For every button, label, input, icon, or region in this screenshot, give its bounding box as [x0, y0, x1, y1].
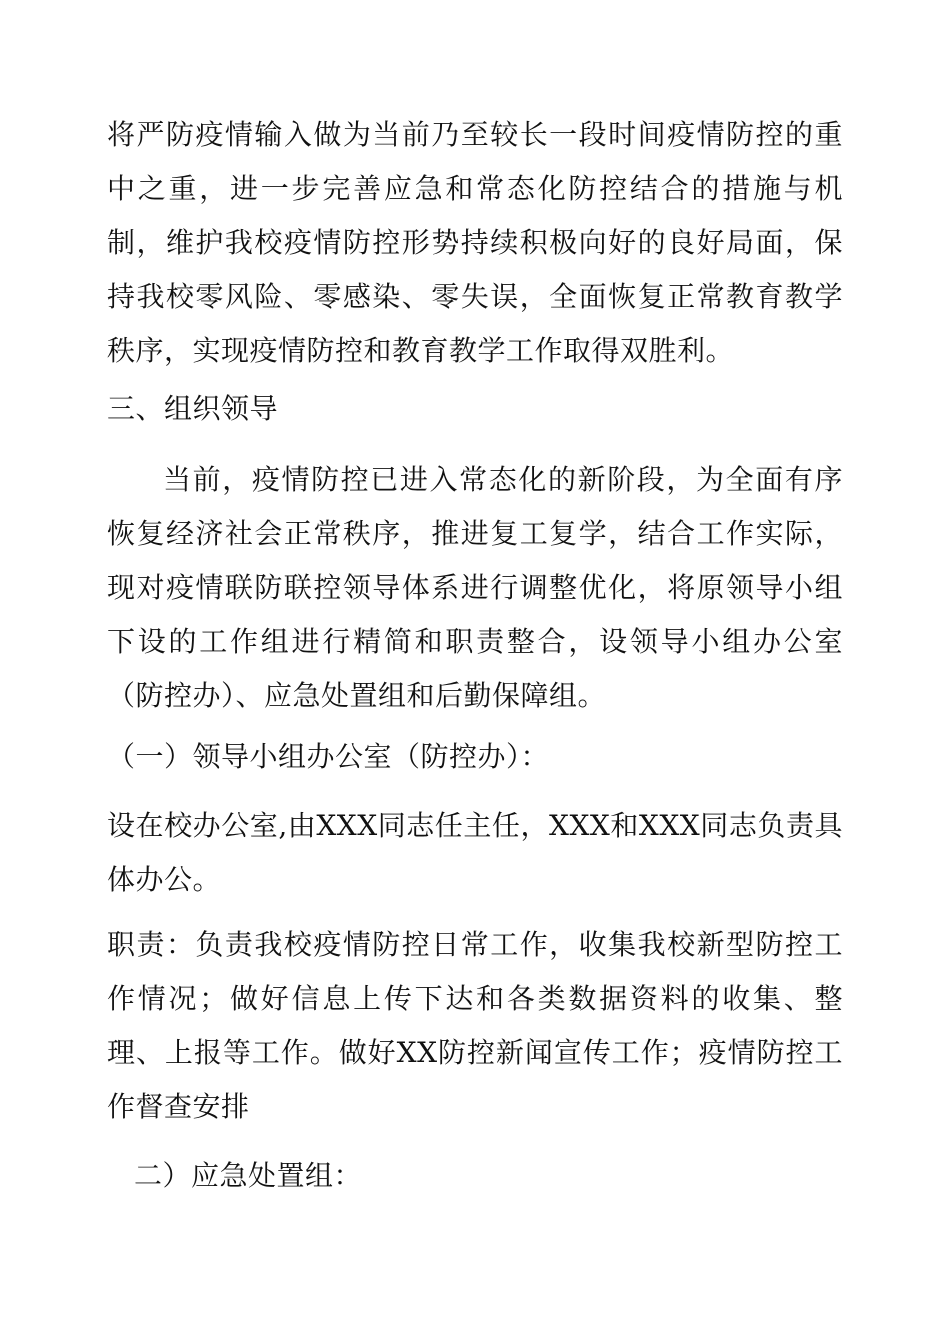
section-title-organization: 三、组织领导: [107, 392, 279, 425]
subsection-title-office: （一）领导小组办公室（防控办）：: [107, 740, 550, 773]
paragraph-leadership-adjustment: 当前，疫情防控已进入常态化的新阶段，为全面有序恢复经济社会正常秩序，推进复工复学，结合工作实际，现对疫情联防联控领导体系进行调整优化，将原领导小组下设的工作组进行精简和职责整合，设领导小组办公室（防控办）、应急处置组和后勤保障组。: [107, 463, 843, 712]
subsection-title-emergency: 二）应急处置组：: [134, 1159, 363, 1192]
paragraph-epidemic-goal: 将严防疫情输入做为当前乃至较长一段时间疫情防控的重中之重，进一步完善应急和常态化防控结合的措施与机制，维护我校疫情防控形势持续积极向好的良好局面，保持我校零风险、零感染、零失误，全面恢复正常教育教学秩序，实现疫情防控和教育教学工作取得双胜利。: [107, 118, 843, 367]
paragraph-office-duties: 职责：负责我校疫情防控日常工作，收集我校新型防控工作情况；做好信息上传下达和各类数据资料的收集、整理、上报等工作。做好XX防控新闻宣传工作；疫情防控工作督查安排: [107, 928, 843, 1123]
paragraph-office-location: 设在校办公室,由XXX同志任主任，XXX和XXX同志负责具体办公。: [107, 809, 843, 896]
